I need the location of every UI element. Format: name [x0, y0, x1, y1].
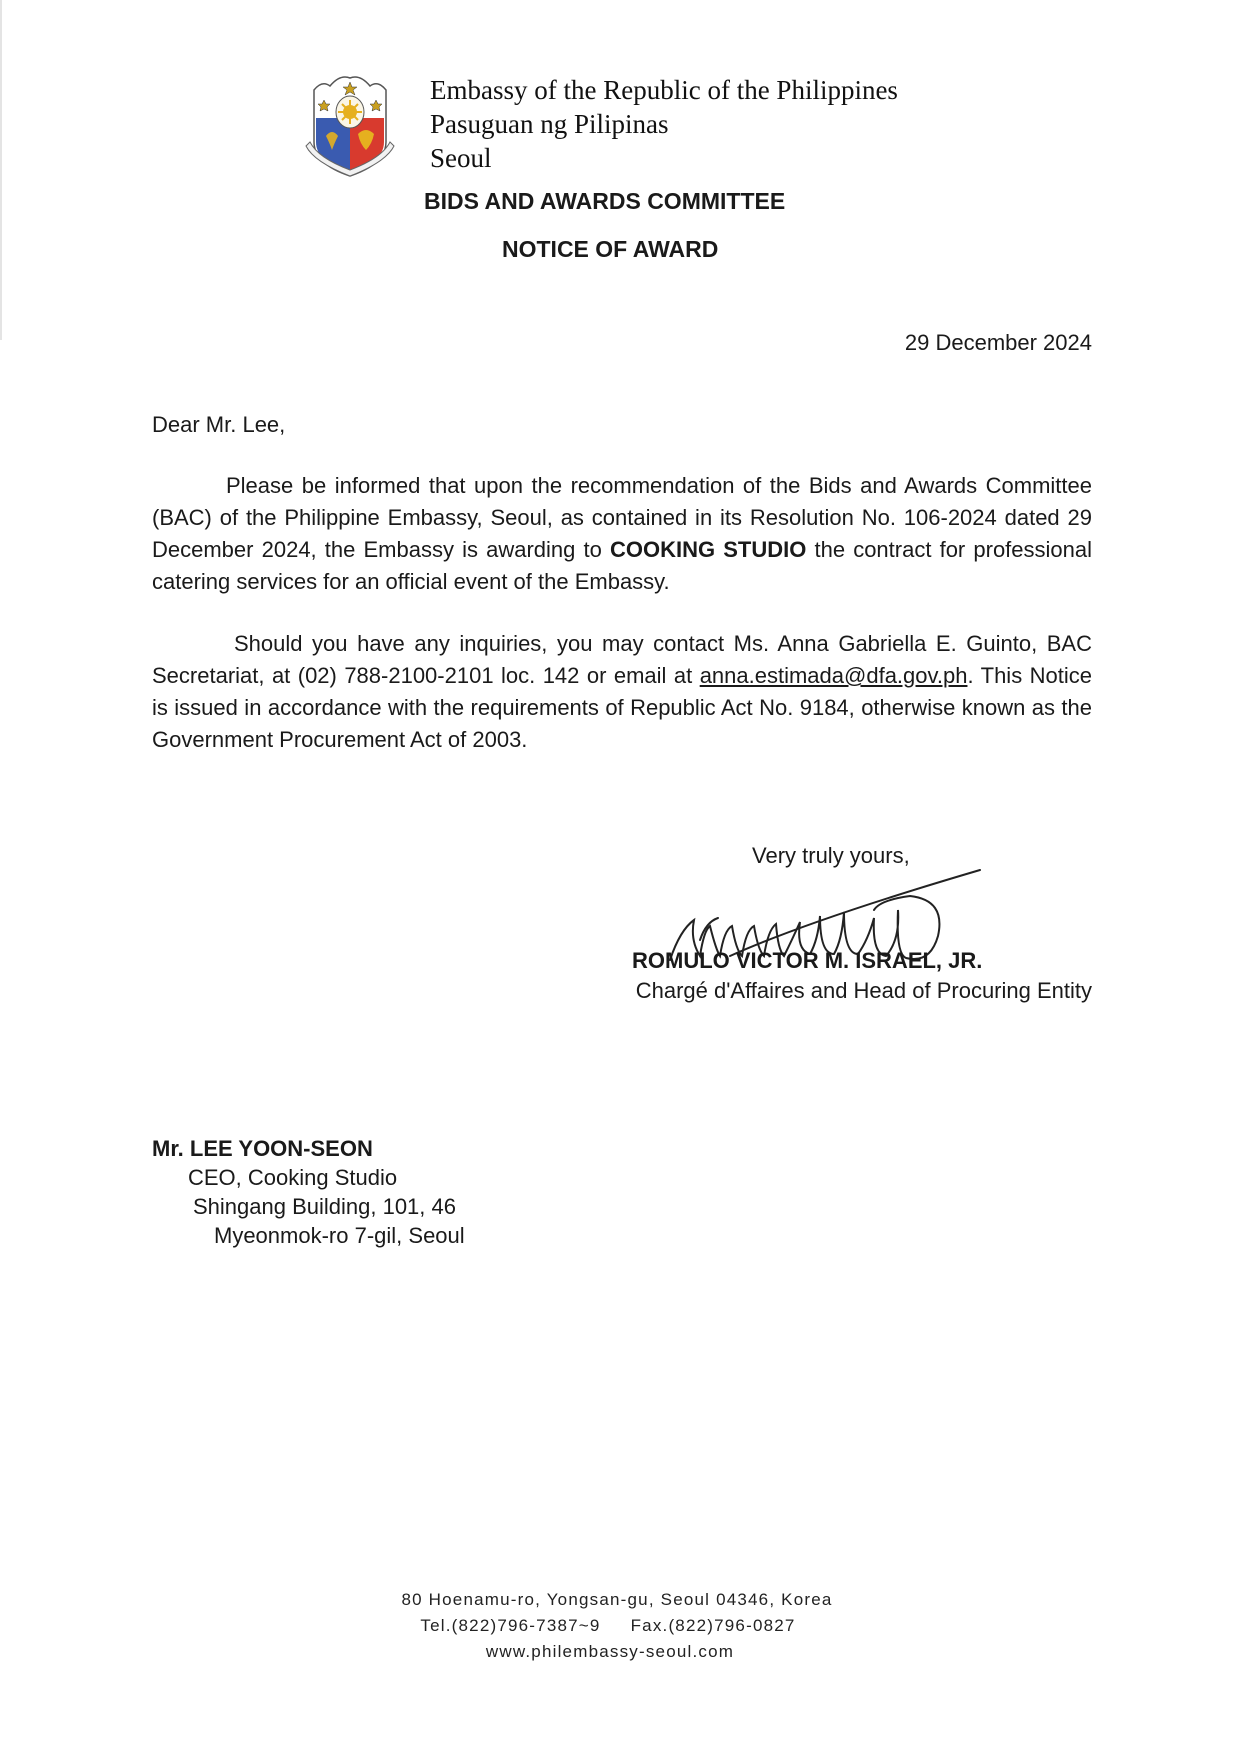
recipient-address-line1: Shingang Building, 101, 46: [193, 1194, 456, 1219]
footer-website[interactable]: www.philembassy-seoul.com: [485, 1642, 735, 1661]
contact-paragraph-text: Should you have any inquiries, you may contact Ms. Anna Gabriella E. Guinto, BAC Secretariat, at (02) 788-2100-2101 loc. 142 or email at: [152, 631, 1092, 688]
award-paragraph-text-end: the contract for professional catering services for an official event of the Embassy.: [152, 537, 1093, 594]
signer-title: Chargé d'Affaires and Head of Procuring Entity: [635, 978, 1092, 1003]
footer-address: 80 Hoenamu-ro, Yongsan-gu, Seoul 04346, Korea: [401, 1590, 833, 1609]
contact-paragraph: [152, 628, 1092, 756]
footer-fax: Fax.(822)796-0827: [630, 1616, 796, 1635]
footer-tel: Tel.(822)796-7387~9: [420, 1616, 601, 1635]
contact-email-link[interactable]: anna.estimada@dfa.gov.ph: [699, 663, 968, 688]
award-paragraph-text: Please be informed that upon the recommendation of the Bids and Awards Committee (BAC) of the Philippine Embassy, Seoul, as contained in its Resolution No. 106-2024 dated 29 December 2024, the Embassy is awarding to: [152, 473, 1092, 562]
scan-edge: [0, 0, 2, 340]
letterhead-city: Seoul: [430, 143, 492, 173]
letterhead-embassy-name: Embassy of the Republic of the Philippines: [430, 75, 898, 105]
letter-date: 29 December 2024: [904, 330, 1092, 355]
philippine-seal-icon: [304, 72, 396, 182]
notice-title: NOTICE OF AWARD: [502, 236, 719, 262]
letterhead-filipino-name: Pasuguan ng Pilipinas: [430, 109, 669, 139]
committee-heading: BIDS AND AWARDS COMMITTEE: [424, 188, 786, 214]
award-paragraph: [152, 470, 1092, 598]
contact-paragraph-text-end: . This Notice is issued in accordance with the requirements of Republic Act No. 9184, otherwise known as the Government Procurement Act of 2003.: [152, 663, 1093, 752]
recipient-name: Mr. LEE YOON-SEON: [152, 1136, 373, 1161]
salutation: Dear Mr. Lee,: [152, 412, 286, 437]
recipient-address-line2: Myeonmok-ro 7-gil, Seoul: [214, 1223, 465, 1248]
recipient-position: CEO, Cooking Studio: [188, 1165, 398, 1190]
signer-name: ROMULO VICTOR M. ISRAEL, JR.: [632, 948, 983, 973]
valediction: Very truly yours,: [752, 843, 910, 868]
footer-contact: [0, 1616, 1228, 1636]
awardee-name: COOKING STUDIO: [610, 537, 807, 562]
